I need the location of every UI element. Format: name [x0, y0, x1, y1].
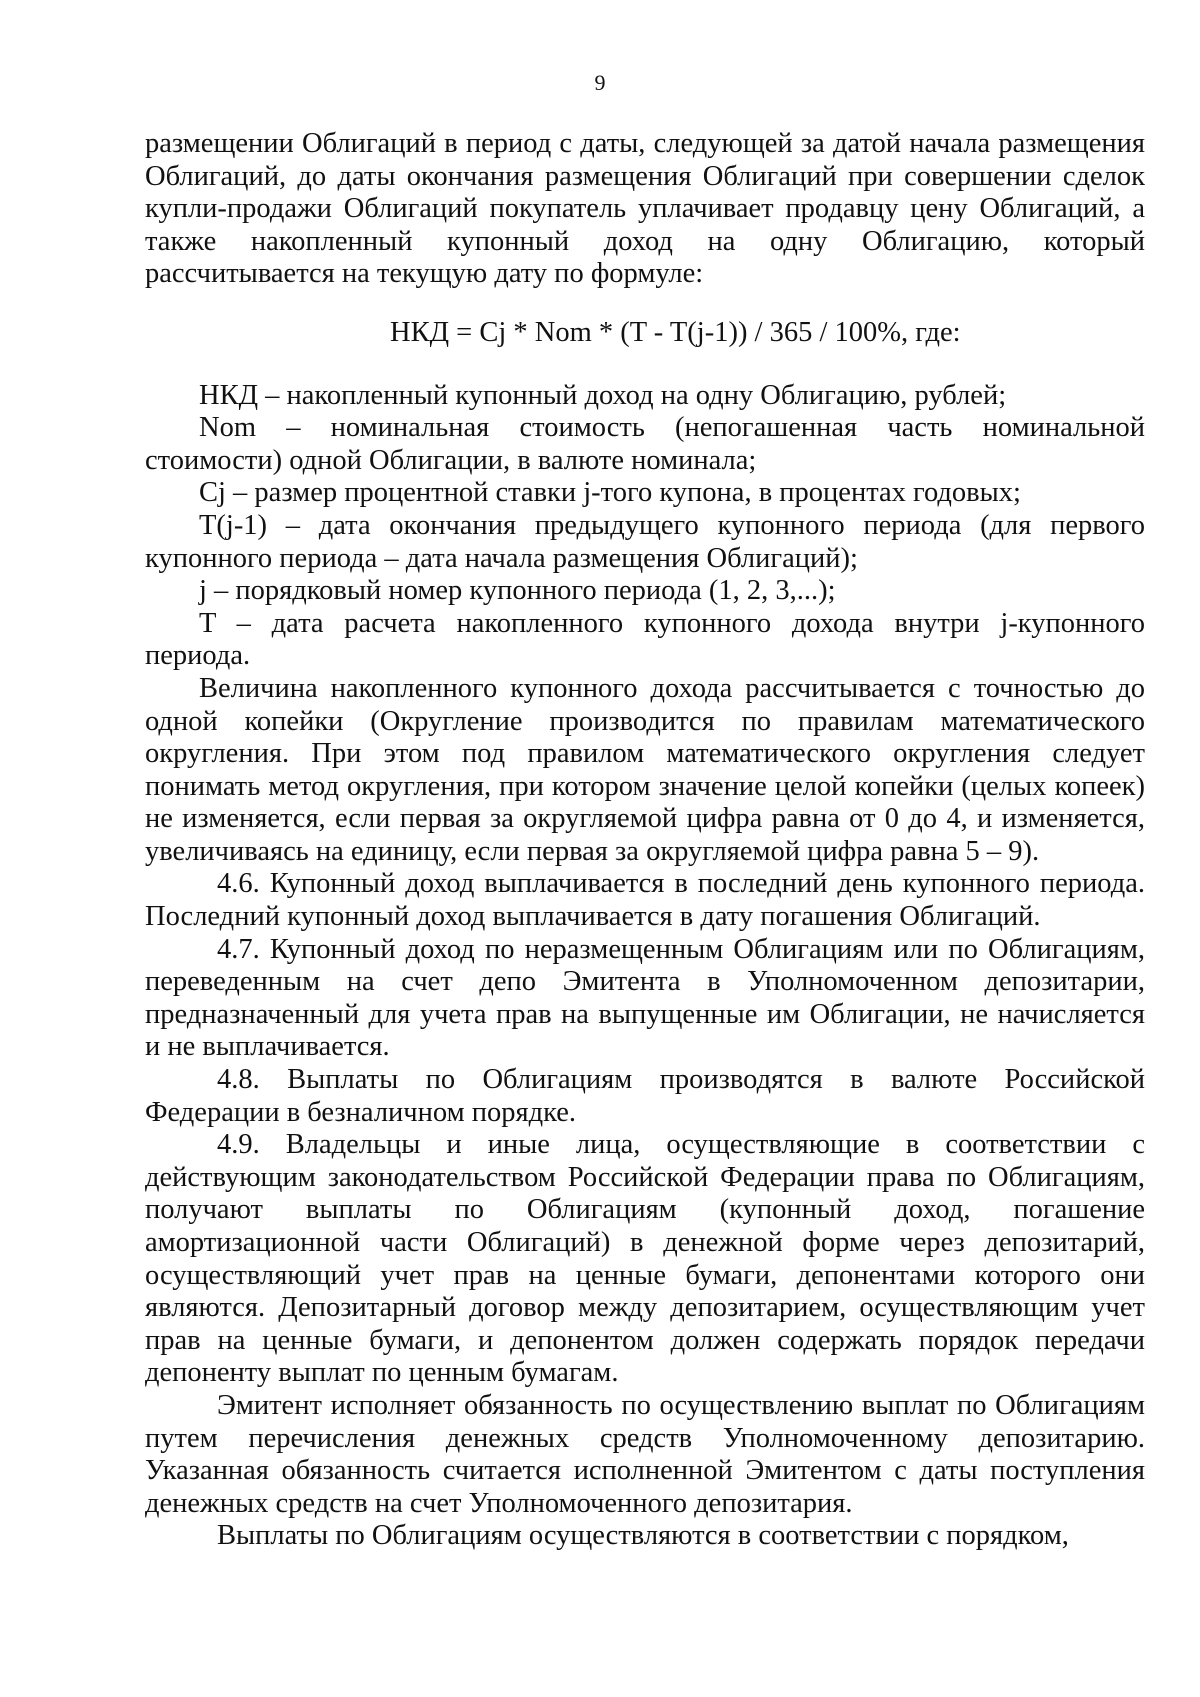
intro-paragraph: размещении Облигаций в период с даты, следующей за датой начала размещения Облигаций, до даты окончания размещения Облигаций при совершении сделок купли-продажи Облигаций покупатель уплачивает продавцу цену Облигаций, а также накопленный купонный доход на одну Облигацию, который рассчитывается на текущую дату по формуле: — [145, 128, 1145, 290]
page-number: 9 — [594, 70, 606, 95]
accrued-coupon-formula: НКД = Cj * Nom * (T - T(j-1)) / 365 / 100%, где: — [390, 316, 961, 348]
section-4-8: 4.8. Выплаты по Облигациям производятся в валюте Российской Федерации в безналичном порядке. — [145, 1064, 1145, 1128]
document-body — [145, 128, 1145, 1553]
payments-order-paragraph: Выплаты по Облигациям осуществляются в соответствии с порядком, — [217, 1520, 1069, 1552]
section-4-9: 4.9. Владельцы и иные лица, осуществляющие в соответствии с действующим законодательством Российской Федерации права по Облигациям, получают выплаты по Облигациям (купонный доход, погашение амортизационной части Облигаций) в денежной форме через депозитарий, осуществляющий учет прав на ценные бумаги, депонентами которого они являются. Депозитарный договор между депозитарием, осуществляющим учет прав на ценные бумаги, и депонентом должен содержать порядок передачи депоненту выплат по ценным бумагам. — [145, 1129, 1145, 1389]
definition-cj: Cj – размер процентной ставки j-того купона, в процентах годовых; — [199, 477, 1021, 509]
section-4-7: 4.7. Купонный доход по неразмещенным Облигациям или по Облигациям, переведенным на счет депо Эмитента в Уполномоченном депозитарии, предназначенный для учета прав на выпущенные им Облигации, не начисляется и не выплачивается. — [145, 933, 1145, 1063]
section-4-6: 4.6. Купонный доход выплачивается в последний день купонного периода. Последний купонный доход выплачивается в дату погашения Облигаций. — [145, 868, 1145, 933]
definition-nkd: НКД – накопленный купонный доход на одну Облигацию, рублей; — [199, 379, 1007, 411]
rounding-paragraph: Величина накопленного купонного дохода рассчитывается с точностью до одной копейки (Округление производится по правилам математического округления. При этом под правилом математического округления следует понимать метод округления, при котором значение целой копейки (целых копеек) не изменяется, если первая за округляемой цифра равна от 0 до 4, и изменяется, увеличиваясь на единицу, если первая за округляемой цифра равна 5 – 9). — [145, 672, 1145, 867]
issuer-obligation-paragraph: Эмитент исполняет обязанность по осуществлению выплат по Облигациям путем перечисления денежных средств Уполномоченному депозитарию. Указанная обязанность считается исполненной Эмитентом с даты поступления денежных средств на счет Уполномоченного депозитария. — [145, 1389, 1145, 1519]
definition-j: j – порядковый номер купонного периода (1, 2, 3,...); — [199, 575, 836, 607]
definition-t-prev: T(j-1) – дата окончания предыдущего купонного периода (для первого купонного периода – дата начала размещения Облигаций); — [145, 509, 1145, 574]
definition-t: T – дата расчета накопленного купонного дохода внутри j-купонного периода. — [145, 607, 1145, 672]
definition-nom: Nom – номинальная стоимость (непогашенная часть номинальной стоимости) одной Облигации, в валюте номинала; — [145, 412, 1145, 476]
